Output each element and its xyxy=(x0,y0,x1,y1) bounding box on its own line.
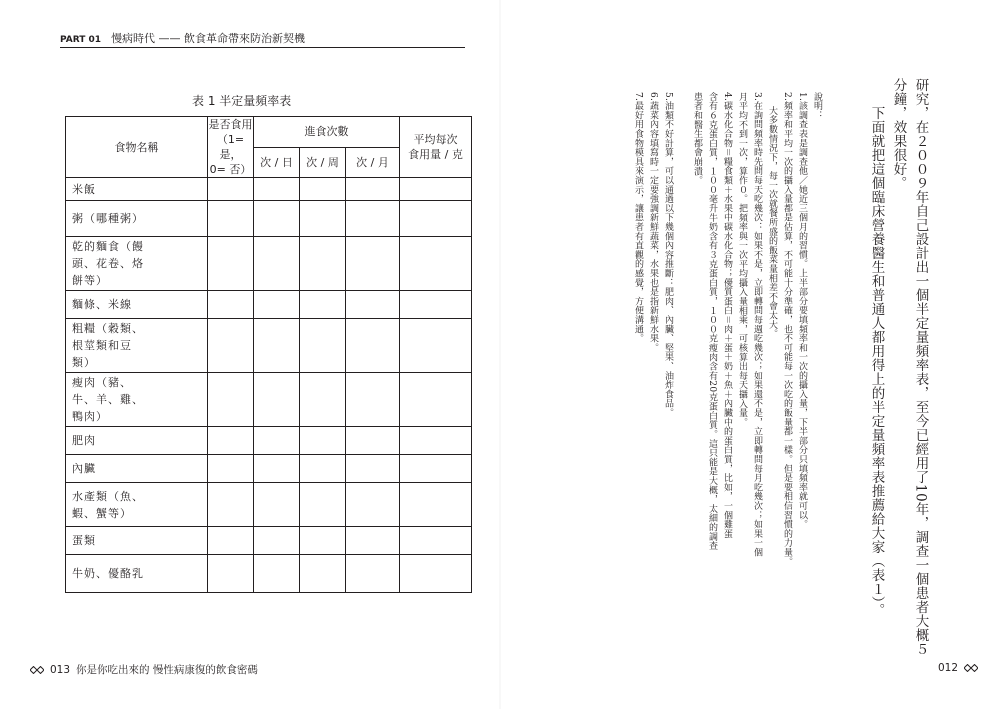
note-line: 月平均不到一次，算作０。把頻率與一次平均攝入量相乘，可核算出每天攝入量。 xyxy=(737,92,747,427)
empty-cell xyxy=(208,291,254,319)
empty-cell xyxy=(400,427,472,455)
food-name-cell: 粥（哪種粥） xyxy=(66,201,208,237)
frequency-table xyxy=(65,116,472,593)
empty-cell xyxy=(254,427,300,455)
header-frequency: 進食次數 xyxy=(254,117,400,148)
body-line-2: 分鐘，效果很好。 xyxy=(890,78,907,190)
empty-cell xyxy=(208,455,254,483)
table-row xyxy=(66,483,472,527)
empty-cell xyxy=(208,555,254,593)
table-row xyxy=(66,455,472,483)
empty-cell xyxy=(400,201,472,237)
note-line: 2.頻率和平均一次的攝入量都是估算，不可能十分準確，也不可能每一次吃的飯量都一樣。但是要相信習慣的力量。 xyxy=(782,92,792,567)
empty-cell xyxy=(254,237,300,291)
header-per-day: 次 / 日 xyxy=(254,147,300,178)
empty-cell xyxy=(254,319,300,373)
footer-left xyxy=(30,662,258,677)
empty-cell xyxy=(346,237,400,291)
empty-cell xyxy=(208,237,254,291)
header-per-week: 次 / 周 xyxy=(300,147,346,178)
body-line-3: 下面就把這個臨床營養醫生和普通人都用得上的半定量頻率表推薦給大家（表１）。 xyxy=(868,106,885,618)
empty-cell xyxy=(300,178,346,201)
page-number-right: 012 xyxy=(938,662,959,674)
empty-cell xyxy=(346,178,400,201)
food-name-cell: 肥肉 xyxy=(66,427,208,455)
note-line: 6.蔬菜內容填寫時一定要強調新鮮蔬菜，水果也是指新鮮水果。 xyxy=(648,92,658,353)
empty-cell xyxy=(346,427,400,455)
empty-cell xyxy=(400,291,472,319)
food-name-cell: 麵條、米線 xyxy=(66,291,208,319)
empty-cell xyxy=(346,455,400,483)
empty-cell xyxy=(346,527,400,555)
food-name-cell: 內臟 xyxy=(66,455,208,483)
empty-cell xyxy=(254,555,300,593)
header-avg-amount: 平均每次 食用量 / 克 xyxy=(400,117,472,178)
empty-cell xyxy=(208,319,254,373)
empty-cell xyxy=(400,373,472,427)
header-food-name: 食物名稱 xyxy=(66,117,208,178)
header-rule xyxy=(60,47,465,48)
empty-cell xyxy=(208,178,254,201)
note-line: 7.最好用食物模具來演示，讓患者有直觀的感覺，方便溝通。 xyxy=(633,92,643,343)
header-per-month: 次 / 月 xyxy=(346,147,400,178)
empty-cell xyxy=(400,555,472,593)
food-name-cell: 米飯 xyxy=(66,178,208,201)
notes-heading: 說明： xyxy=(812,92,822,120)
table-row xyxy=(66,427,472,455)
empty-cell xyxy=(254,178,300,201)
food-name-cell: 粗糧（穀類、 根莖類和豆 類） xyxy=(66,319,208,373)
note-line: 3.在詢問頻率時先問每天吃幾次：如果不是，立即轉問每週吃幾次；如果還不是，立即轉問每月吃幾次；如果一個 xyxy=(752,92,762,557)
empty-cell xyxy=(300,555,346,593)
empty-cell xyxy=(254,455,300,483)
diamond-ornament-icon xyxy=(964,664,978,672)
food-name-cell: 蛋類 xyxy=(66,527,208,555)
empty-cell xyxy=(346,201,400,237)
empty-cell xyxy=(254,201,300,237)
empty-cell xyxy=(400,178,472,201)
table-row xyxy=(66,201,472,237)
header-is-eating: 是否食用 （1= 是， 0= 否） xyxy=(208,118,253,176)
food-name-cell: 乾的麵食（饅 頭、花卷、烙 餅等） xyxy=(66,237,208,291)
empty-cell xyxy=(400,483,472,527)
note-line: 大多數情況下，每一次就餐所盛的飯菜量相差不會太大。 xyxy=(767,106,777,339)
empty-cell xyxy=(346,291,400,319)
empty-cell xyxy=(208,201,254,237)
note-line: 5.油類不好計算，可以通過以下幾個內容推斷：肥肉、內臟、堅果、油炸食品。 xyxy=(663,92,673,418)
empty-cell xyxy=(300,237,346,291)
note-line: 含有６克蛋白質，１００毫升牛奶含有３克蛋白質，１００克瘦肉含有20克蛋白質。這只能是大概，太細的調查 xyxy=(707,92,717,551)
empty-cell xyxy=(208,427,254,455)
empty-cell xyxy=(208,483,254,527)
table-row xyxy=(66,555,472,593)
note-line: 1.該調查表是調查他／她近三個月的習慣。上半部分要填頻率和一次的攝入量，下半部分只填頻率就可以。 xyxy=(797,92,807,529)
empty-cell xyxy=(400,237,472,291)
running-header xyxy=(60,30,305,46)
empty-cell xyxy=(400,319,472,373)
page-gutter xyxy=(499,0,501,709)
empty-cell xyxy=(300,201,346,237)
empty-cell xyxy=(400,527,472,555)
note-line: 患者和醫生都會崩潰。 xyxy=(692,92,702,185)
part-label: PART 01 xyxy=(60,35,102,45)
note-line: 4.碳水化合物＝糧食類＋水果中碳水化合物；優質蛋白＝肉＋蛋＋奶＋魚＋內臟中的蛋白質，比如，一個雞蛋 xyxy=(722,92,732,539)
table-row xyxy=(66,178,472,201)
empty-cell xyxy=(400,455,472,483)
empty-cell xyxy=(254,291,300,319)
page-number-left: 013 xyxy=(50,663,71,676)
table-row xyxy=(66,291,472,319)
table-row xyxy=(66,373,472,427)
table-row xyxy=(66,319,472,373)
food-name-cell: 瘦肉（豬、 牛、羊、雞、 鴨肉） xyxy=(66,373,208,427)
empty-cell xyxy=(300,319,346,373)
empty-cell xyxy=(254,483,300,527)
table-row xyxy=(66,527,472,555)
book-title: 你是你吃出來的 慢性病康復的飲食密碼 xyxy=(76,664,258,676)
empty-cell xyxy=(346,319,400,373)
chapter-title: 慢病時代 —— 飲食革命帶來防治新契機 xyxy=(111,32,306,45)
table-row xyxy=(66,237,472,291)
empty-cell xyxy=(300,291,346,319)
empty-cell xyxy=(208,527,254,555)
empty-cell xyxy=(300,527,346,555)
diamond-ornament-icon xyxy=(30,666,44,674)
empty-cell xyxy=(208,373,254,427)
footer-right xyxy=(938,662,978,674)
empty-cell xyxy=(300,373,346,427)
body-line-1: 研究，在２００９年自己設計出一個半定量頻率表，至今已經用了10年，調查一個患者大概５ xyxy=(912,78,929,657)
empty-cell xyxy=(254,527,300,555)
food-name-cell: 水產類（魚、 蝦、蟹等） xyxy=(66,483,208,527)
empty-cell xyxy=(300,427,346,455)
empty-cell xyxy=(300,455,346,483)
empty-cell xyxy=(346,373,400,427)
food-name-cell: 牛奶、優酪乳 xyxy=(66,555,208,593)
table-title: 表 1 半定量頻率表 xyxy=(192,94,292,108)
empty-cell xyxy=(254,373,300,427)
empty-cell xyxy=(346,555,400,593)
empty-cell xyxy=(346,483,400,527)
empty-cell xyxy=(300,483,346,527)
